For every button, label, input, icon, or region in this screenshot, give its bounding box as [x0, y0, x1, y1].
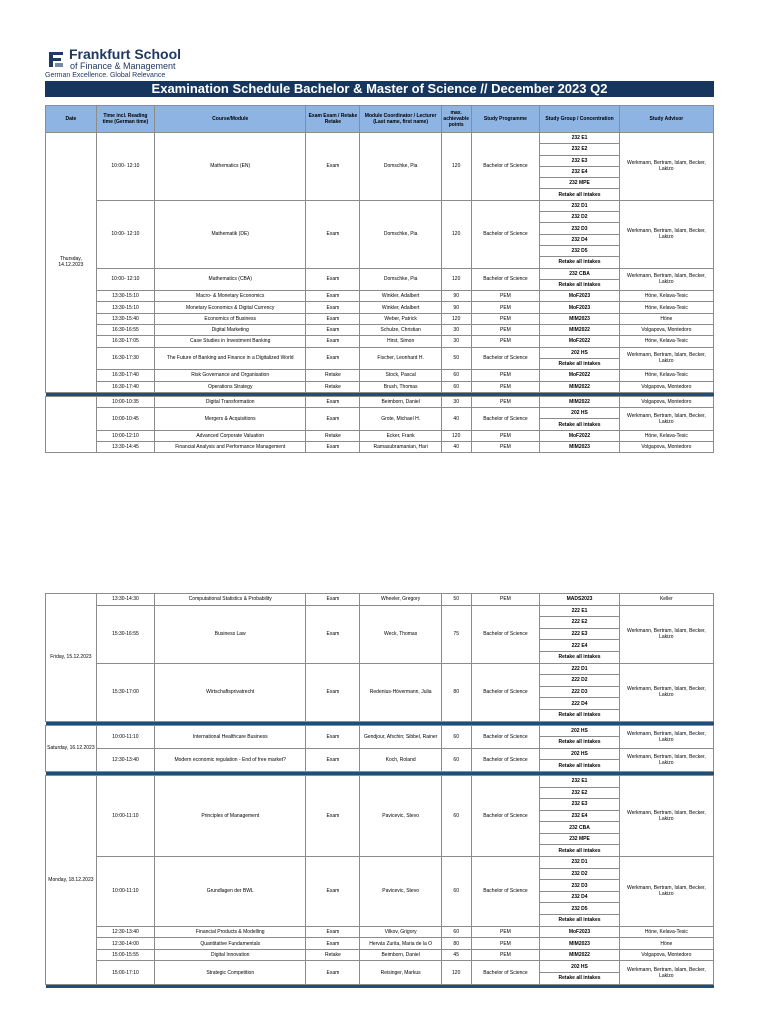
table-row [46, 133, 714, 144]
exam-cell: Exam [306, 268, 360, 291]
course-cell: Mathematics (EN) [155, 133, 306, 201]
time-cell: 13:30-15:10 [96, 291, 154, 302]
coordinator-cell: Hervás Zurita, Maria de la O [360, 938, 442, 950]
study-group-cell: Retake all intakes [540, 845, 619, 857]
study-group-cell: 222 E1 [540, 605, 619, 617]
programme-cell: Bachelor of Science [471, 200, 540, 268]
time-cell: 15:00-15:55 [96, 949, 154, 961]
points-cell: 120 [441, 268, 471, 291]
points-cell: 60 [441, 725, 471, 748]
table-row [46, 725, 714, 737]
coordinator-cell: Grote, Michael H. [360, 408, 442, 431]
date-cell [46, 396, 97, 452]
study-group-cell: MIM2023 [540, 938, 619, 950]
programme-cell: Bachelor of Science [471, 725, 540, 748]
advisor-cell: Höne [619, 313, 713, 324]
time-cell: 16:30-17:40 [96, 370, 154, 381]
date-cell: Saturday, 16.12.2023 [46, 725, 97, 771]
table-row [46, 291, 714, 302]
col-advisor: Study Advisor [619, 106, 713, 133]
programme-cell: PEM [471, 396, 540, 407]
points-cell: 120 [441, 430, 471, 441]
course-cell: The Future of Banking and Finance in a Digitalized World [155, 347, 306, 370]
time-cell: 12:30-13:40 [96, 926, 154, 938]
course-cell: Business Law [155, 605, 306, 663]
coordinator-cell: Domschke, Pia [360, 200, 442, 268]
table-row [46, 938, 714, 950]
advisor-cell: Volgapova, Montedoro [619, 949, 713, 961]
programme-cell: PEM [471, 381, 540, 392]
page-title: Examination Schedule Bachelor & Master of Science // December 2023 Q2 [45, 81, 714, 97]
table-row [46, 926, 714, 938]
study-group-cell: 232 E3 [540, 155, 619, 166]
col-programme: Study Programme [471, 106, 540, 133]
advisor-cell: Werkmann, Bertram, Islam, Becker, Lakizo [619, 725, 713, 748]
coordinator-cell: Pavicevic, Stevo [360, 775, 442, 856]
coordinator-cell: Gendjour, Afschin; Sibbel, Rainer [360, 725, 442, 748]
col-exam: Exam Exam / Retake Retake [306, 106, 360, 133]
programme-cell: Bachelor of Science [471, 961, 540, 984]
advisor-cell: Werkmann, Bertram, Islam, Becker, Lakizo [619, 961, 713, 984]
study-group-cell: Retake all intakes [540, 189, 619, 200]
study-group-cell: 232 E2 [540, 787, 619, 799]
points-cell: 75 [441, 605, 471, 663]
table-row [46, 663, 714, 675]
course-cell: Financial Products & Modelling [155, 926, 306, 938]
study-group-cell: Retake all intakes [540, 279, 619, 290]
course-cell: Strategic Competition [155, 961, 306, 984]
time-cell: 16:30-17:40 [96, 381, 154, 392]
coordinator-cell: Schulze, Christian [360, 325, 442, 336]
advisor-cell: Volgapova, Montedoro [619, 442, 713, 453]
study-group-cell: MoF2023 [540, 291, 619, 302]
study-group-cell: 232 E2 [540, 144, 619, 155]
points-cell: 90 [441, 291, 471, 302]
exam-cell: Exam [306, 926, 360, 938]
study-group-cell: MoF2022 [540, 430, 619, 441]
table-row [46, 857, 714, 869]
study-group-cell: MoF2022 [540, 370, 619, 381]
advisor-cell: Volgapova, Montedoro [619, 381, 713, 392]
study-group-cell: 232 E4 [540, 166, 619, 177]
study-group-cell: 232 CBA [540, 822, 619, 834]
col-date: Date [46, 106, 97, 133]
points-cell: 60 [441, 748, 471, 771]
time-cell: 10:00-11:10 [96, 725, 154, 748]
study-group-cell: 232 D3 [540, 880, 619, 892]
table-row [46, 594, 714, 606]
points-cell: 45 [441, 949, 471, 961]
schedule-table-bottom [45, 593, 714, 988]
study-group-cell: 202 HS [540, 347, 619, 358]
study-group-cell: 232 D1 [540, 857, 619, 869]
study-group-cell: 222 D3 [540, 686, 619, 698]
exam-cell: Exam [306, 325, 360, 336]
table-row [46, 313, 714, 324]
points-cell: 80 [441, 663, 471, 721]
time-cell: 10:00-11:10 [96, 775, 154, 856]
course-cell: Case Studies in Investment Banking [155, 336, 306, 347]
points-cell: 50 [441, 347, 471, 370]
logo-tagline: German Excellence. Global Relevance [45, 72, 166, 79]
study-group-cell: 202 HS [540, 408, 619, 419]
points-cell: 60 [441, 926, 471, 938]
points-cell: 30 [441, 396, 471, 407]
time-cell: 10:00-12:10 [96, 430, 154, 441]
course-cell: Advanced Corporate Valuation [155, 430, 306, 441]
table-row [46, 325, 714, 336]
study-group-cell: MoF2022 [540, 336, 619, 347]
coordinator-cell: Reisinger, Markus [360, 961, 442, 984]
programme-cell: Bachelor of Science [471, 408, 540, 431]
coordinator-cell: Winkler, Adalbert [360, 302, 442, 313]
study-group-cell: 232 E4 [540, 810, 619, 822]
points-cell: 30 [441, 325, 471, 336]
frankfurt-school-logo [45, 46, 245, 80]
programme-cell: PEM [471, 291, 540, 302]
programme-cell: Bachelor of Science [471, 605, 540, 663]
coordinator-cell: Vilkov, Grigory [360, 926, 442, 938]
study-group-cell: 232 D4 [540, 891, 619, 903]
coordinator-cell: Beimborn, Daniel [360, 949, 442, 961]
exam-cell: Retake [306, 381, 360, 392]
table-row [46, 200, 714, 211]
day-separator [46, 984, 714, 988]
coordinator-cell: Weck, Thomas [360, 605, 442, 663]
study-group-cell: 222 E3 [540, 628, 619, 640]
points-cell: 80 [441, 938, 471, 950]
exam-cell: Exam [306, 594, 360, 606]
exam-cell: Exam [306, 938, 360, 950]
study-group-cell: MIM2023 [540, 313, 619, 324]
programme-cell: PEM [471, 926, 540, 938]
study-group-cell: MIM2022 [540, 381, 619, 392]
coordinator-cell: Koch, Roland [360, 748, 442, 771]
study-group-cell: 232 D4 [540, 234, 619, 245]
exam-cell: Exam [306, 725, 360, 748]
advisor-cell: Höne, Kelava-Tesic [619, 370, 713, 381]
study-group-cell: MoF2023 [540, 302, 619, 313]
advisor-cell: Höne [619, 938, 713, 950]
advisor-cell: Höne, Kelava-Tesic [619, 430, 713, 441]
course-cell: Wirtschaftsprivatrecht [155, 663, 306, 721]
col-coordinator: Module Coordinator / Lecturer (Last name, first name) [360, 106, 442, 133]
study-group-cell: Retake all intakes [540, 973, 619, 985]
table-row [46, 268, 714, 279]
advisor-cell: Keller [619, 594, 713, 606]
table-row [46, 748, 714, 760]
study-group-cell: MADS2023 [540, 594, 619, 606]
study-group-cell: 232 D3 [540, 223, 619, 234]
coordinator-cell: Brush, Thomas [360, 381, 442, 392]
table-row [46, 408, 714, 419]
time-cell: 13:30-15:40 [96, 313, 154, 324]
time-cell: 12:30-14:00 [96, 938, 154, 950]
coordinator-cell: Pavicevic, Stevo [360, 857, 442, 927]
programme-cell: Bachelor of Science [471, 857, 540, 927]
points-cell: 60 [441, 370, 471, 381]
time-cell: 10:00- 12:10 [96, 133, 154, 201]
programme-cell: PEM [471, 313, 540, 324]
time-cell: 12:30-13:40 [96, 748, 154, 771]
course-cell: Digital Innovation [155, 949, 306, 961]
coordinator-cell: Winkler, Adalbert [360, 291, 442, 302]
study-group-cell: MoF2023 [540, 926, 619, 938]
exam-cell: Exam [306, 313, 360, 324]
study-group-cell: 222 D2 [540, 675, 619, 687]
programme-cell: Bachelor of Science [471, 663, 540, 721]
table-row [46, 381, 714, 392]
time-cell: 10:00-10:45 [96, 408, 154, 431]
time-cell: 15:30-16:55 [96, 605, 154, 663]
table-row [46, 336, 714, 347]
study-group-cell: Retake all intakes [540, 651, 619, 663]
advisor-cell: Werkmann, Bertram, Islam, Becker, Lakizo [619, 347, 713, 370]
course-cell: Principles of Management [155, 775, 306, 856]
exam-cell: Exam [306, 961, 360, 984]
col-group: Study Group / Concentration [540, 106, 619, 133]
header-row [46, 106, 714, 133]
programme-cell: PEM [471, 949, 540, 961]
points-cell: 60 [441, 775, 471, 856]
points-cell: 30 [441, 336, 471, 347]
study-group-cell: 232 D2 [540, 868, 619, 880]
coordinator-cell: Beimborn, Daniel [360, 396, 442, 407]
coordinator-cell: Fischer, Leonhard H. [360, 347, 442, 370]
exam-cell: Exam [306, 442, 360, 453]
points-cell: 120 [441, 961, 471, 984]
exam-cell: Exam [306, 200, 360, 268]
time-cell: 16:30-17:30 [96, 347, 154, 370]
table-row [46, 442, 714, 453]
study-group-cell: 232 MPE [540, 833, 619, 845]
study-group-cell: 232 D5 [540, 903, 619, 915]
study-group-cell: Retake all intakes [540, 358, 619, 369]
study-group-cell: 202 HS [540, 725, 619, 737]
course-cell: Computational Statistics & Probability [155, 594, 306, 606]
study-group-cell: 232 E3 [540, 799, 619, 811]
points-cell: 120 [441, 133, 471, 201]
date-cell: Thursday, 14.12.2023 [46, 133, 97, 393]
exam-cell: Exam [306, 408, 360, 431]
course-cell: Mergers & Acquisitions [155, 408, 306, 431]
study-group-cell: 232 D1 [540, 200, 619, 211]
points-cell: 90 [441, 302, 471, 313]
study-group-cell: Retake all intakes [540, 419, 619, 430]
exam-cell: Retake [306, 370, 360, 381]
study-group-cell: 202 HS [540, 961, 619, 973]
programme-cell: PEM [471, 325, 540, 336]
coordinator-cell: Redenius-Hövermann, Julia [360, 663, 442, 721]
study-group-cell: 232 E1 [540, 133, 619, 144]
course-cell: Monetary Economics & Digital Currency [155, 302, 306, 313]
points-cell: 50 [441, 594, 471, 606]
programme-cell: Bachelor of Science [471, 133, 540, 201]
programme-cell: Bachelor of Science [471, 775, 540, 856]
study-group-cell: MIM2023 [540, 442, 619, 453]
study-group-cell: 202 HS [540, 748, 619, 760]
study-group-cell: MIM2022 [540, 325, 619, 336]
points-cell: 120 [441, 313, 471, 324]
exam-cell: Exam [306, 396, 360, 407]
exam-cell: Exam [306, 302, 360, 313]
exam-cell: Exam [306, 336, 360, 347]
advisor-cell: Höne, Kelava-Tesic [619, 302, 713, 313]
course-cell: Economics of Business [155, 313, 306, 324]
time-cell: 15:00-17:10 [96, 961, 154, 984]
study-group-cell: 222 E2 [540, 617, 619, 629]
study-group-cell: 222 D4 [540, 698, 619, 710]
course-cell: Quantitative Fundamentals [155, 938, 306, 950]
advisor-cell: Werkmann, Bertram, Islam, Becker, Lakizo [619, 857, 713, 927]
study-group-cell: 232 MPE [540, 178, 619, 189]
exam-cell: Exam [306, 748, 360, 771]
study-group-cell: Retake all intakes [540, 257, 619, 268]
programme-cell: PEM [471, 938, 540, 950]
coordinator-cell: Stock, Pascal [360, 370, 442, 381]
programme-cell: PEM [471, 430, 540, 441]
programme-cell: Bachelor of Science [471, 268, 540, 291]
course-cell: Grundlagen der BWL [155, 857, 306, 927]
study-group-cell: MIM2022 [540, 949, 619, 961]
advisor-cell: Höne, Kelava-Tesic [619, 926, 713, 938]
time-cell: 10:00- 12:10 [96, 268, 154, 291]
advisor-cell: Höne, Kelava-Tesic [619, 336, 713, 347]
exam-cell: Exam [306, 291, 360, 302]
time-cell: 10:00- 12:10 [96, 200, 154, 268]
programme-cell: Bachelor of Science [471, 748, 540, 771]
programme-cell: PEM [471, 370, 540, 381]
logo-name-line2: of Finance & Management [70, 61, 176, 71]
col-points: max. achievable points [441, 106, 471, 133]
advisor-cell: Werkmann, Bertram, Islam, Becker, Lakizo [619, 133, 713, 201]
programme-cell: PEM [471, 594, 540, 606]
advisor-cell: Werkmann, Bertram, Islam, Becker, Lakizo [619, 605, 713, 663]
study-group-cell: Retake all intakes [540, 760, 619, 772]
study-group-cell: 232 D5 [540, 245, 619, 256]
time-cell: 16:30-16:55 [96, 325, 154, 336]
course-cell: Macro- & Monetary Economics [155, 291, 306, 302]
course-cell: Operations Strategy [155, 381, 306, 392]
time-cell: 13:30-14:45 [96, 442, 154, 453]
table-row [46, 430, 714, 441]
advisor-cell: Höne, Kelava-Tesic [619, 291, 713, 302]
course-cell: Mathematik (DE) [155, 200, 306, 268]
study-group-cell: Retake all intakes [540, 709, 619, 721]
table-row [46, 949, 714, 961]
time-cell: 10:00-11:10 [96, 857, 154, 927]
points-cell: 60 [441, 381, 471, 392]
coordinator-cell: Weber, Patrick [360, 313, 442, 324]
col-course: Course/Module [155, 106, 306, 133]
advisor-cell: Volgapova, Montedoro [619, 325, 713, 336]
points-cell: 120 [441, 200, 471, 268]
programme-cell: PEM [471, 442, 540, 453]
date-cell: Monday, 18.12.2023 [46, 775, 97, 984]
coordinator-cell: Hirst, Simon [360, 336, 442, 347]
advisor-cell: Werkmann, Bertram, Islam, Becker, Lakizo [619, 663, 713, 721]
points-cell: 40 [441, 442, 471, 453]
study-group-cell: 222 D1 [540, 663, 619, 675]
schedule-table-top [45, 105, 714, 453]
exam-cell: Exam [306, 775, 360, 856]
separator-bar [46, 984, 714, 988]
fs-logo-icon [45, 48, 67, 70]
table-row [46, 370, 714, 381]
advisor-cell: Werkmann, Bertram, Islam, Becker, Lakizo [619, 748, 713, 771]
study-group-cell: 222 E4 [540, 640, 619, 652]
advisor-cell: Volgapova, Montedoro [619, 396, 713, 407]
study-group-cell: 232 CBA [540, 268, 619, 279]
date-cell: Friday, 15.12.2023 [46, 594, 97, 722]
programme-cell: PEM [471, 302, 540, 313]
advisor-cell: Werkmann, Bertram, Islam, Becker, Lakizo [619, 200, 713, 268]
study-group-cell: 232 D2 [540, 212, 619, 223]
logo-name-line1: Frankfurt School [69, 46, 182, 62]
course-cell: Mathematics (CBA) [155, 268, 306, 291]
exam-cell: Retake [306, 430, 360, 441]
table-row [46, 775, 714, 787]
col-time: Time incl. Reading time (German time) [96, 106, 154, 133]
coordinator-cell: Wheeler, Gregory [360, 594, 442, 606]
course-cell: Digital Transformation [155, 396, 306, 407]
exam-cell: Exam [306, 347, 360, 370]
course-cell: Risk Governance and Organisation [155, 370, 306, 381]
course-cell: Financial Analysis and Performance Management [155, 442, 306, 453]
time-cell: 13:30-15:10 [96, 302, 154, 313]
course-cell: International Healthcare Business [155, 725, 306, 748]
exam-cell: Exam [306, 663, 360, 721]
exam-cell: Exam [306, 857, 360, 927]
points-cell: 60 [441, 857, 471, 927]
table-row [46, 396, 714, 407]
coordinator-cell: Ecker, Frank [360, 430, 442, 441]
programme-cell: Bachelor of Science [471, 347, 540, 370]
table-row [46, 302, 714, 313]
time-cell: 15:30-17:00 [96, 663, 154, 721]
exam-cell: Retake [306, 949, 360, 961]
course-cell: Modern economic regulation - End of free market? [155, 748, 306, 771]
exam-cell: Exam [306, 605, 360, 663]
study-group-cell: Retake all intakes [540, 915, 619, 927]
table-row [46, 347, 714, 358]
coordinator-cell: Domschke, Pia [360, 133, 442, 201]
coordinator-cell: Domschke, Pia [360, 268, 442, 291]
table-row [46, 605, 714, 617]
time-cell: 13:30-14:30 [96, 594, 154, 606]
time-cell: 10:00-10:35 [96, 396, 154, 407]
table-row [46, 961, 714, 973]
points-cell: 40 [441, 408, 471, 431]
advisor-cell: Werkmann, Bertram, Islam, Becker, Lakizo [619, 775, 713, 856]
time-cell: 16:30-17:05 [96, 336, 154, 347]
study-group-cell: MIM2022 [540, 396, 619, 407]
advisor-cell: Werkmann, Bertram, Islam, Becker, Lakizo [619, 408, 713, 431]
coordinator-cell: Ramasubramanian, Hari [360, 442, 442, 453]
study-group-cell: Retake all intakes [540, 737, 619, 749]
exam-cell: Exam [306, 133, 360, 201]
study-group-cell: 232 E1 [540, 775, 619, 787]
course-cell: Digital Marketing [155, 325, 306, 336]
advisor-cell: Werkmann, Bertram, Islam, Becker, Lakizo [619, 268, 713, 291]
programme-cell: PEM [471, 336, 540, 347]
